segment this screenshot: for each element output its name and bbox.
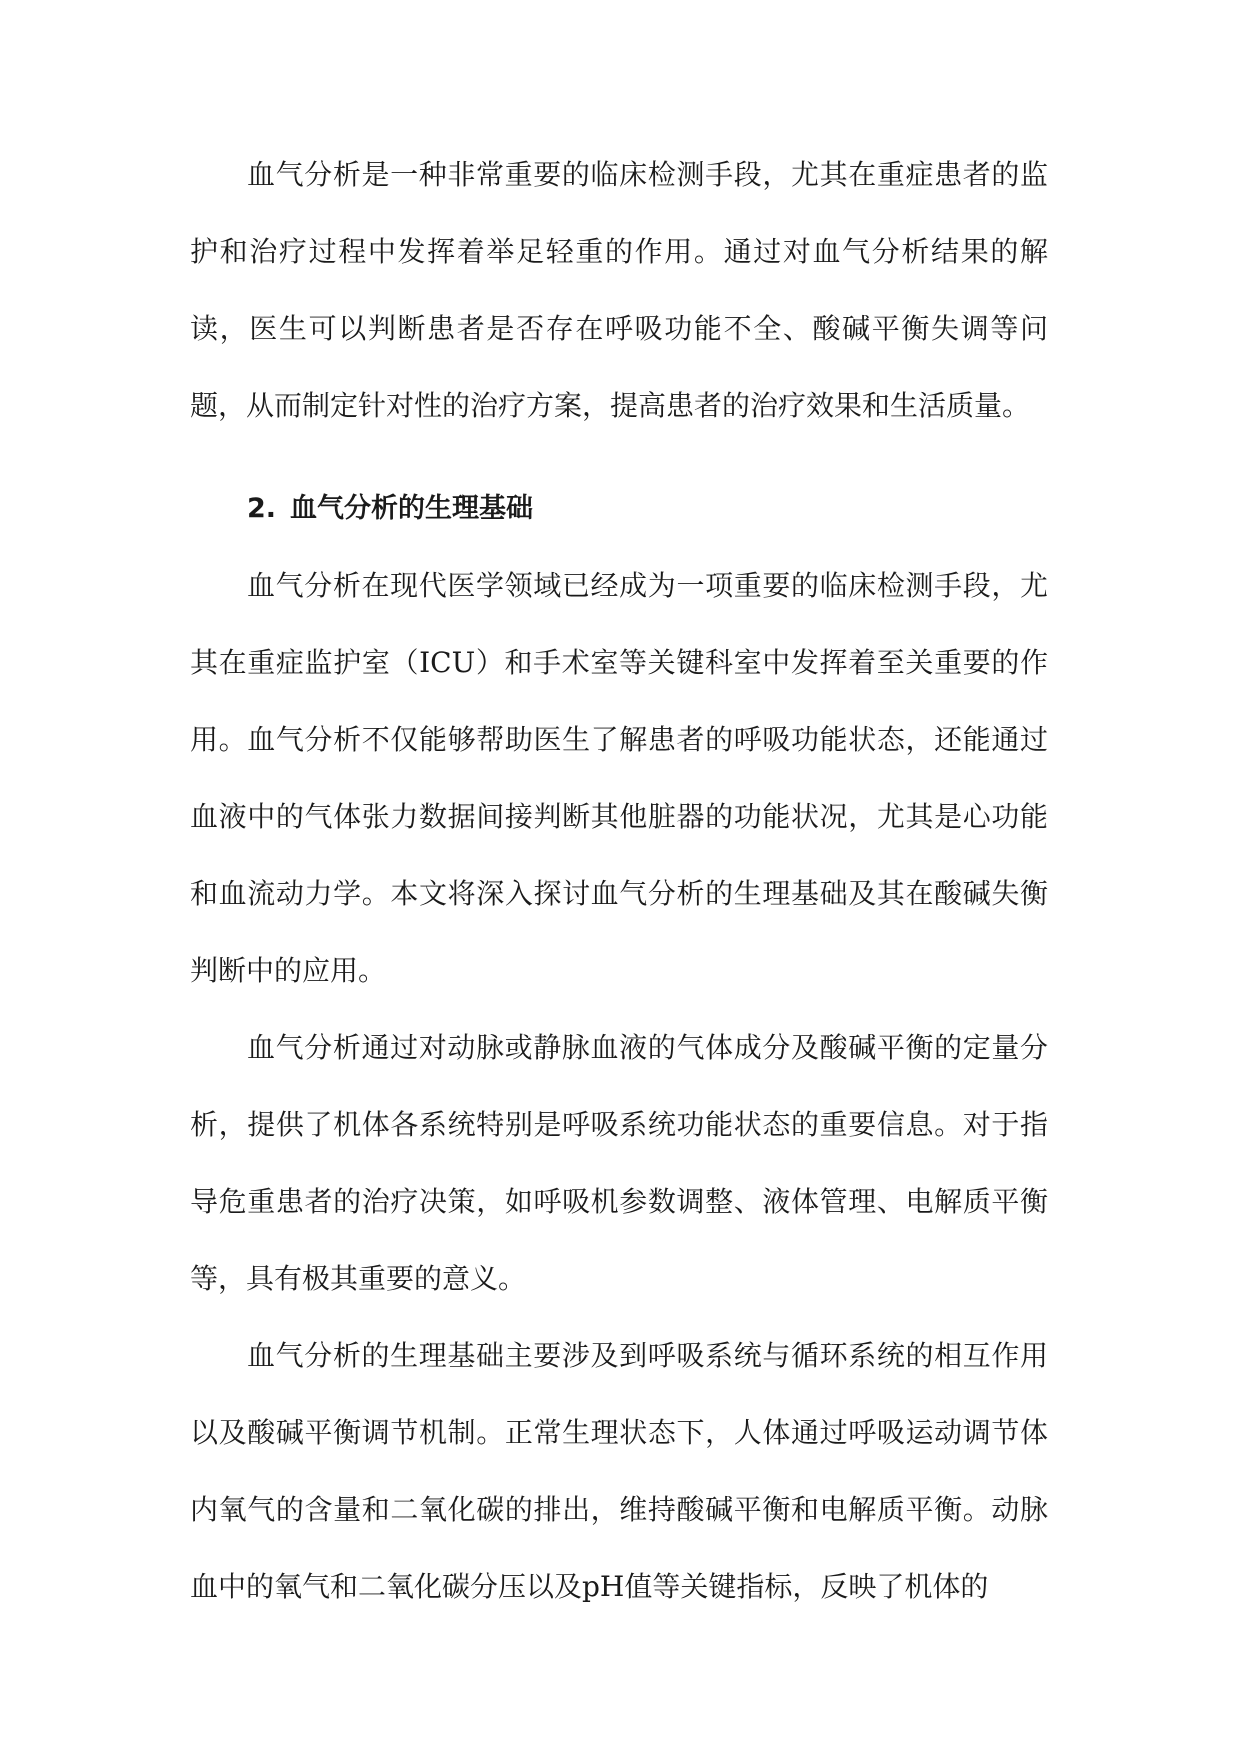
section-heading	[190, 470, 1048, 547]
paragraph-2: 血气分析通过对动脉或静脉血液的气体成分及酸碱平衡的定量分析，提供了机体各系统特别是呼吸系统功能状态的重要信息。对于指导危重患者的治疗决策，如呼吸机参数调整、液体管理、电解质平衡等，具有极其重要的意义。	[190, 1031, 1048, 1295]
section-number: 2.	[247, 493, 277, 524]
document-page	[190, 136, 1048, 1625]
paragraph-3: 血气分析的生理基础主要涉及到呼吸系统与循环系统的相互作用以及酸碱平衡调节机制。正常生理状态下，人体通过呼吸运动调节体内氧气的含量和二氧化碳的排出，维持酸碱平衡和电解质平衡。动脉血中的氧气和二氧化碳分压以及pH值等关键指标，反映了机体的	[190, 1339, 1048, 1603]
section-title: 血气分析的生理基础	[290, 493, 534, 524]
paragraph-1: 血气分析在现代医学领域已经成为一项重要的临床检测手段，尤其在重症监护室（ICU）和手术室等关键科室中发挥着至关重要的作用。血气分析不仅能够帮助医生了解患者的呼吸功能状态，还能通过血液中的气体张力数据间接判断其他脏器的功能状况，尤其是心功能和血流动力学。本文将深入探讨血气分析的生理基础及其在酸碱失衡判断中的应用。	[190, 569, 1048, 987]
paragraph-intro: 血气分析是一种非常重要的临床检测手段，尤其在重症患者的监护和治疗过程中发挥着举足轻重的作用。通过对血气分析结果的解读，医生可以判断患者是否存在呼吸功能不全、酸碱平衡失调等问题，从而制定针对性的治疗方案，提高患者的治疗效果和生活质量。	[190, 158, 1048, 422]
